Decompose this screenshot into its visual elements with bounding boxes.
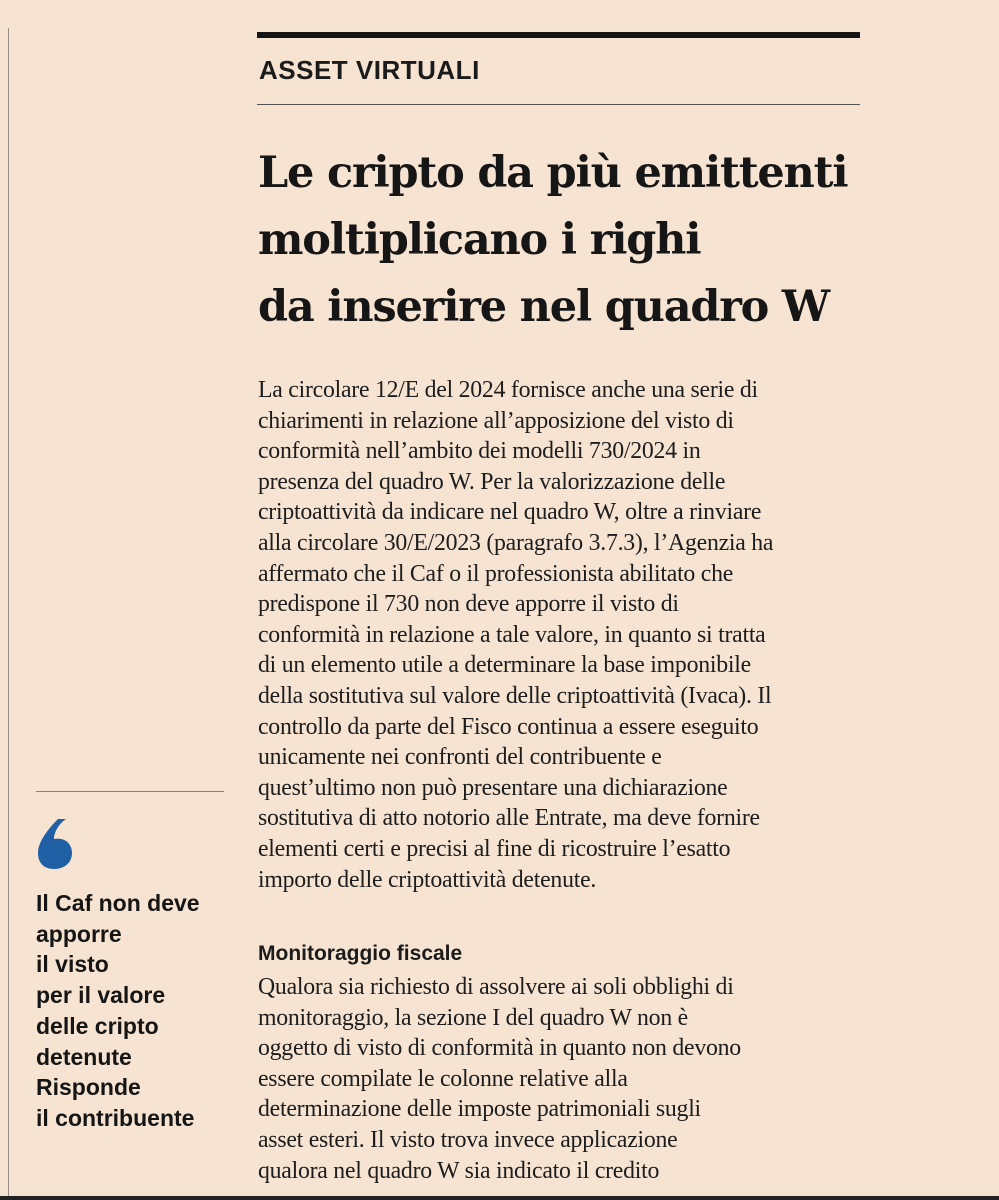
text-line: chiarimenti in relazione all’apposizione del visto di — [258, 407, 734, 434]
article-paragraph-2 — [258, 972, 878, 1186]
text-line: predispone il 730 non deve apporre il visto di — [258, 591, 679, 618]
text-line: sostitutiva di atto notorio alle Entrate, ma deve fornire — [258, 805, 760, 832]
pull-quote-line: il visto — [36, 951, 109, 978]
text-line: importo delle criptoattività detenute. — [258, 866, 597, 893]
headline-line: moltiplicano i righi — [258, 215, 701, 265]
text-line: presenza del quadro W. Per la valorizzazione delle — [258, 468, 726, 495]
text-line: oggetto di visto di conformità in quanto non devono — [258, 1035, 741, 1062]
text-line: conformità nell’ambito dei modelli 730/2024 in — [258, 438, 701, 465]
pull-quote-line: per il valore — [36, 982, 166, 1009]
text-line: asset esteri. Il visto trova invece applicazione — [258, 1126, 678, 1153]
headline-line: Le cripto da più emittenti — [258, 148, 848, 198]
opening-quote-mark-icon — [36, 815, 76, 871]
pull-quote-line: Risponde — [36, 1074, 141, 1101]
text-line: determinazione delle imposte patrimoniali sugli — [258, 1096, 701, 1123]
text-line: criptoattività da indicare nel quadro W, oltre a rinviare — [258, 499, 762, 526]
page-bottom-edge — [0, 1196, 999, 1200]
text-line: elementi certi e precisi al fine di ricostruire l’esatto — [258, 835, 731, 862]
text-line: Qualora sia richiesto di assolvere ai soli obblighi di — [258, 974, 734, 1000]
pull-quote-line: Il Caf non deve — [36, 890, 200, 916]
article-headline — [258, 140, 868, 341]
article-paragraph-1 — [258, 375, 878, 895]
pull-quote-line: delle cripto — [36, 1012, 159, 1039]
section-label: ASSET VIRTUALI — [259, 55, 480, 85]
pull-quote-divider — [36, 791, 224, 792]
text-line: qualora nel quadro W sia indicato il credito — [258, 1157, 660, 1184]
text-line: affermato che il Caf o il professionista abilitato che — [258, 560, 734, 587]
text-line: della sostitutiva sul valore delle criptoattività (Ivaca). Il — [258, 682, 772, 709]
text-line: La circolare 12/E del 2024 fornisce anche una serie di — [258, 377, 758, 403]
text-line: di un elemento utile a determinare la base imponibile — [258, 652, 751, 679]
subheading: Monitoraggio fiscale — [258, 942, 463, 965]
text-line: controllo da parte del Fisco continua a essere eseguito — [258, 713, 759, 740]
column-divider — [8, 28, 9, 1200]
text-line: essere compilate le colonne relative alla — [258, 1065, 628, 1092]
text-line: unicamente nei confronti del contribuente e — [258, 744, 662, 771]
text-line: quest’ultimo non può presentare una dichiarazione — [258, 774, 728, 801]
text-line: conformità in relazione a tale valore, in quanto si tratta — [258, 621, 766, 648]
pull-quote-line: il contribuente — [36, 1104, 195, 1131]
pull-quote-line: apporre — [36, 920, 122, 947]
section-top-bar — [257, 32, 860, 38]
pull-quote-line: detenute — [36, 1043, 132, 1070]
headline-line: da inserire nel quadro W — [258, 282, 830, 332]
text-line: monitoraggio, la sezione I del quadro W non è — [258, 1004, 688, 1031]
section-divider — [257, 104, 860, 105]
pull-quote — [36, 888, 236, 1134]
text-line: alla circolare 30/E/2023 (paragrafo 3.7.3), l’Agenzia ha — [258, 529, 774, 556]
